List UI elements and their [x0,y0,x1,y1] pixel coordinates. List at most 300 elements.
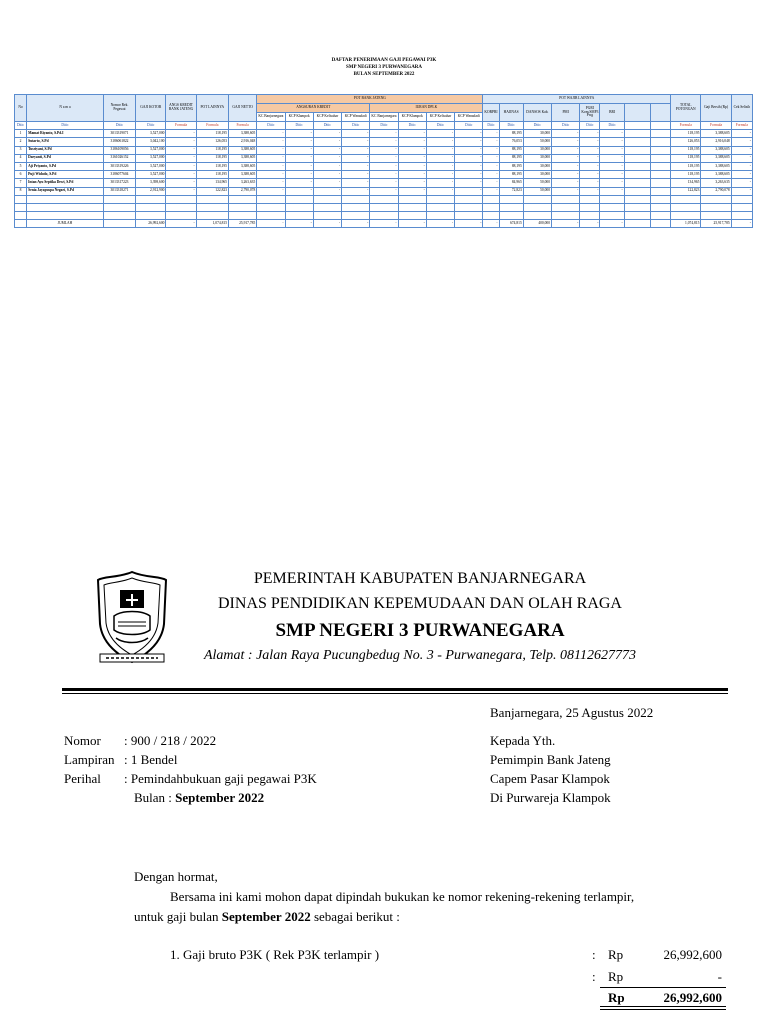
cell-hajinas: 76,053 [499,138,523,146]
table-row [15,154,753,162]
cell-angs: - [166,146,196,154]
cell-kotor: 3,527,000 [136,162,166,170]
cell-empty: - [285,138,313,146]
flag-cell: Formula [671,122,701,130]
cell-dansos: 30,000 [523,162,551,170]
cell-no: 3 [15,146,27,154]
cell-kotor: 3,527,000 [136,154,166,162]
cell-total: 118,195 [671,146,701,154]
cell-korpri: - [483,187,499,195]
nomor-value: : 900 / 218 / 2022 [124,733,217,748]
cell-empty [650,154,670,162]
cell-hajinas: 88,195 [499,162,523,170]
cell-empty: - [370,138,398,146]
sheet-title-2: SMP NEGERI 3 PURWANEGARA [345,65,423,70]
cell-empty [624,162,650,170]
cell-dansos: 50,000 [523,179,551,187]
cell-empty: - [552,187,580,195]
flag-cell: Ditic [580,122,600,130]
cell-empty: - [257,187,285,195]
cell-empty: - [285,162,313,170]
cell-empty: - [398,154,426,162]
cell-empty: - [313,179,341,187]
cell-empty: - [370,187,398,195]
cell-empty: - [580,179,600,187]
cell-empty [624,146,650,154]
flag-cell: Ditic [600,122,624,130]
flag-cell: Ditic [103,122,135,130]
item-2-value: - [717,969,722,984]
cell-hajinas: 72,823 [499,187,523,195]
col-total-potongan: TOTAL POTONGAN [671,95,701,122]
cell-no: 1 [15,130,27,138]
jumlah-total: 1,074,815 [671,220,701,228]
cell-lain: 118,195 [196,162,228,170]
cell-empty: - [455,179,483,187]
cell-nama: Mamat Riyanto, S.Pd.I [27,130,104,138]
cell-angs: - [166,162,196,170]
cell-kotor: 3,398,600 [136,179,166,187]
cell-total: 122,823 [671,187,701,195]
cell-empty: - [580,171,600,179]
nomor-label: Nomor [64,733,101,748]
cell-rek: 3186061822 [103,138,135,146]
col-korpri: KORPRI [483,104,499,122]
cell-empty [624,187,650,195]
cell-empty: - [285,179,313,187]
cell-bersih: 2,790,078 [701,187,731,195]
cell-empty: - [285,130,313,138]
cell-empty: - [313,146,341,154]
table-row [15,162,753,170]
cell-empty: - [600,130,624,138]
col-kc-banjarnegara-2: KC Banjarnegara [370,113,398,122]
cell-empty: - [455,171,483,179]
salam: Dengan hormat, [134,869,218,884]
col-blank-2 [650,104,670,122]
cell-empty: - [580,154,600,162]
item-1-value: 26,992,600 [663,947,722,962]
cell-lain: 134,965 [196,179,228,187]
jumlah-hajinas: 674,815 [499,220,523,228]
perihal-label: Perihal [64,771,101,786]
cell-empty: - [398,179,426,187]
cell-hajinas: 88,195 [499,171,523,179]
col-gaji-netto: GAJI NETTO [228,95,256,122]
cell-netto: 3,388,605 [228,162,256,170]
col-kcp-wanadadi-2: KCP Wanadadi [455,113,483,122]
cell-empty: - [552,138,580,146]
cell-lain: 118,195 [196,171,228,179]
cell-cek: - [731,162,752,170]
flag-cell: Ditic [27,122,104,130]
cell-empty: - [370,162,398,170]
cell-empty [624,154,650,162]
jumlah-angs: - [166,220,196,228]
cell-empty: - [285,171,313,179]
cell-korpri: - [483,130,499,138]
cell-empty: - [257,154,285,162]
cell-angs: - [166,154,196,162]
jumlah-netto: 25,917,785 [228,220,256,228]
letter-date: Banjarnegara, 25 Agustus 2022 [490,705,654,720]
cell-empty: - [552,179,580,187]
cell-empty: - [257,130,285,138]
cell-empty: - [600,138,624,146]
cell-kotor: 3,042,100 [136,138,166,146]
col-cek-selisih: Cek Selisih [731,95,752,122]
flag-cell: Formula [196,122,228,130]
cell-hajinas: 88,195 [499,154,523,162]
cell-empty: - [600,187,624,195]
cell-bersih: 3,388,605 [701,146,731,154]
body-line-1: Bersama ini kami mohon dapat dipindah bukukan ke nomor rekening-rekening terlampir, [170,889,635,904]
perihal-value: : Pemindahbukuan gaji pegawai P3K [124,771,317,786]
cell-total: 118,195 [671,162,701,170]
cell-no: 2 [15,138,27,146]
cell-empty: - [580,130,600,138]
cell-empty: - [398,130,426,138]
col-pot-wajib: POT WAJIB LAINNYA [483,95,671,104]
cell-total: 118,195 [671,171,701,179]
col-pot-bank-jateng: POT BANK JATENG [257,95,483,104]
cell-nama: Daryanti, S.Pd [27,154,104,162]
cell-netto: 3,388,605 [228,130,256,138]
cell-cek: - [731,187,752,195]
cell-lain: 118,195 [196,146,228,154]
bulan-line [134,790,264,806]
cell-no: 4 [15,154,27,162]
cell-empty [650,162,670,170]
item-1-label: 1. Gaji bruto P3K ( Rek P3K terlampir ) [170,947,380,962]
cell-netto: 2,790,078 [228,187,256,195]
cell-hajinas: 88,195 [499,130,523,138]
cell-empty: - [313,154,341,162]
cell-dansos: 30,000 [523,171,551,179]
cell-rek: 3161026152 [103,154,135,162]
cell-kotor: 3,527,000 [136,171,166,179]
flag-cell: Ditic [398,122,426,130]
cell-empty: - [600,171,624,179]
col-pmi: PMI [552,104,580,122]
cell-cek: - [731,171,752,179]
flag-cell: Formula [166,122,196,130]
cell-korpri: - [483,138,499,146]
cell-empty: - [342,162,370,170]
cell-netto: 3,388,605 [228,146,256,154]
flag-cell: Ditic [136,122,166,130]
cell-bersih: 3,388,605 [701,154,731,162]
cell-empty: - [257,162,285,170]
lampiran-value: : 1 Bendel [124,752,178,767]
cell-empty: - [342,146,370,154]
cell-empty: - [398,138,426,146]
cell-empty: - [257,171,285,179]
cell-rek: 3186109056 [103,146,135,154]
header-row-1 [15,95,753,104]
table-row [15,130,753,138]
cell-rek: 3013317223 [103,179,135,187]
cell-nama: Aji Priyanto, S.Pd [27,162,104,170]
total-rule-1 [600,1006,726,1007]
cell-empty: - [398,162,426,170]
col-dansos: DANSOS Kab. [523,104,551,122]
cell-empty [650,179,670,187]
col-no: No [15,95,27,122]
flag-cell: Ditic [342,122,370,130]
flag-cell: Ditic [426,122,454,130]
jumlah-dansos: 400,000 [523,220,551,228]
cell-empty: - [426,171,454,179]
cell-empty: - [257,179,285,187]
item-2-colon: : [592,969,596,984]
flag-cell: Ditic [370,122,398,130]
cell-nama: Senia Jayapuspa Negari, S.Pd [27,187,104,195]
blank-row [15,195,753,203]
table-row [15,171,753,179]
cell-dansos: 30,000 [523,146,551,154]
cell-empty: - [313,171,341,179]
kepada-line-1: Kepada Yth. [490,733,556,748]
cell-empty: - [370,179,398,187]
header-rule-thick [62,688,728,691]
cell-empty: - [342,130,370,138]
col-kcp-kelisahar-2: KCP Kelisahar [426,113,454,122]
cell-kotor: 3,527,000 [136,146,166,154]
col-nama: N a m a [27,95,104,122]
cell-bersih: 3,388,605 [701,171,731,179]
salary-table [14,94,753,228]
flag-cell: Formula [701,122,731,130]
cell-empty: - [342,179,370,187]
cell-no: 6 [15,171,27,179]
cell-bersih: 2,916,048 [701,138,731,146]
flag-cell: Ditic [499,122,523,130]
table-row [15,138,753,146]
flag-cell: Ditic [483,122,499,130]
cell-empty: - [580,162,600,170]
cell-dansos: 30,000 [523,130,551,138]
cell-empty: - [552,146,580,154]
kepada-line-3: Capem Pasar Klampok [490,771,610,786]
cell-empty: - [455,162,483,170]
flag-cell: Ditic [285,122,313,130]
col-gaji-kotor: GAJI KOTOR [136,95,166,122]
blank-row [15,212,753,220]
cell-no: 8 [15,187,27,195]
kop-alamat: Alamat : Jalan Raya Pucungbedug No. 3 - Purwanegara, Telp. 08112627773 [203,648,637,663]
col-bri: BRI [600,104,624,122]
jumlah-bersih: 25,917,785 [701,220,731,228]
cell-netto: 3,388,605 [228,171,256,179]
col-kc-banjarnegara: KC Banjarnegara [257,113,285,122]
cell-empty: - [257,138,285,146]
col-iuran-dplk: IURAN DPLK [370,104,483,113]
cell-empty: - [552,162,580,170]
cell-empty: - [580,146,600,154]
cell-empty: - [552,154,580,162]
table-body [15,130,753,196]
cell-empty: - [398,146,426,154]
item-1-rp: Rp [608,947,624,962]
cell-empty: - [580,138,600,146]
cell-netto: 2,916,048 [228,138,256,146]
body-month: September 2022 [221,909,311,924]
sheet-title-1: DAFTAR PENERIMAAN GAJI PEGAWAI P3K [331,58,437,63]
cell-korpri: - [483,171,499,179]
cell-empty: - [455,187,483,195]
cell-empty [650,171,670,179]
cell-empty [624,138,650,146]
cell-empty: - [313,162,341,170]
cell-lain: 118,195 [196,154,228,162]
cell-empty: - [398,171,426,179]
cell-dansos: 50,000 [523,187,551,195]
cell-angs: - [166,171,196,179]
cell-korpri: - [483,162,499,170]
cell-empty: - [313,130,341,138]
cell-bersih: 3,263,635 [701,179,731,187]
cell-empty: - [285,146,313,154]
cell-bersih: 3,388,605 [701,162,731,170]
cell-empty: - [426,130,454,138]
kop-school-name: SMP NEGERI 3 PURWANEGARA [275,620,565,641]
cell-empty: - [398,187,426,195]
item-1-colon: : [592,947,596,962]
cell-empty: - [600,179,624,187]
cell-rek: 3013319226 [103,162,135,170]
total-value: 26,992,600 [663,990,722,1005]
jumlah-label: JUMLAH [27,220,104,228]
total-rp: Rp [608,990,625,1005]
kepada-line-4: Di Purwareja Klampok [490,790,611,805]
cell-angs: - [166,179,196,187]
cell-dansos: 30,000 [523,154,551,162]
bulan-value: September 2022 [175,790,265,805]
cell-netto: 3,263,635 [228,179,256,187]
blank-row [15,203,753,211]
col-kcp-klampok-2: KCP Klampok [398,113,426,122]
cell-empty: - [285,154,313,162]
cell-hajinas: 84,965 [499,179,523,187]
cell-rek: 3013318271 [103,187,135,195]
cell-rek: 3186077604 [103,171,135,179]
flag-cell: Ditic [15,122,27,130]
cell-empty: - [580,187,600,195]
jumlah-cek: - [731,220,752,228]
cell-total: 118,195 [671,130,701,138]
kop-line-1: PEMERINTAH KABUPATEN BANJARNEGARA [253,570,587,587]
flag-cell: Ditic [552,122,580,130]
cell-empty [650,138,670,146]
cell-nama: Tusriyani, S.Pd [27,146,104,154]
cell-empty: - [370,171,398,179]
cell-angs: - [166,187,196,195]
cell-empty [624,130,650,138]
jumlah-kotor: 26,992,600 [136,220,166,228]
table-row [15,187,753,195]
cell-total: 134,965 [671,179,701,187]
cell-rek: 3013319071 [103,130,135,138]
kop-line-2: DINAS PENDIDIKAN KEPEMUDAAN DAN OLAH RAGA [218,595,622,612]
item-2-rp: Rp [608,969,624,984]
total-rule-2 [600,1009,726,1010]
cell-empty: - [285,187,313,195]
cell-empty: - [426,154,454,162]
cell-empty: - [342,187,370,195]
flag-cell: Formula [731,122,752,130]
cell-cek: - [731,130,752,138]
bulan-label: Bulan : [134,790,176,805]
cell-cek: - [731,146,752,154]
cell-empty: - [370,154,398,162]
cell-nama: Intan Ayu Septika Dewi, S.Pd [27,179,104,187]
cell-empty: - [370,130,398,138]
col-angs-kredit: ANGS KREDIT BANK JATENG [166,95,196,122]
cell-no: 7 [15,179,27,187]
cell-empty [624,179,650,187]
flag-cell: Ditic [313,122,341,130]
cell-angs: - [166,138,196,146]
cell-empty: - [552,130,580,138]
col-gaji-bersih: Gaji Bersih (Rp) [701,95,731,122]
cell-empty: - [455,138,483,146]
flag-cell: Ditic [455,122,483,130]
col-kcp-wanadadi: KCP Wanadadi [342,113,370,122]
lampiran-label: Lampiran [64,752,115,767]
cell-empty: - [313,187,341,195]
cell-lain: 126,053 [196,138,228,146]
banjarnegara-emblem-icon [96,570,168,666]
cell-bersih: 3,388,605 [701,130,731,138]
jumlah-lain: 1,074,815 [196,220,228,228]
flag-cell: Ditic [257,122,285,130]
col-nomor-rek: Nomor Rek. Pegawai [103,95,135,122]
cell-empty: - [370,146,398,154]
cell-kotor: 2,912,900 [136,187,166,195]
cell-empty [650,146,670,154]
cell-dansos: 50,000 [523,138,551,146]
cell-cek: - [731,179,752,187]
cell-total: 126,053 [671,138,701,146]
cell-cek: - [731,138,752,146]
jumlah-row: JUMLAH 26,992,600 - 1,074,815 25,917,785 - - - - - - - - - 674,815 400,000 - - - 1,074,815 25,917,785 - [15,220,753,228]
cell-no: 5 [15,162,27,170]
cell-kotor: 3,527,000 [136,130,166,138]
cell-empty: - [426,162,454,170]
cell-lain: 122,823 [196,187,228,195]
cell-korpri: - [483,154,499,162]
cell-empty: - [342,171,370,179]
cell-empty: - [455,154,483,162]
cell-empty [650,130,670,138]
flag-cell: Ditic [523,122,551,130]
cell-nama: Sutarto, S.Pd [27,138,104,146]
col-blank-1 [624,104,650,122]
cell-empty: - [426,179,454,187]
cell-cek: - [731,154,752,162]
ditic-formula-row [15,122,753,130]
cell-netto: 3,388,605 [228,154,256,162]
kepada-line-2: Pemimpin Bank Jateng [490,752,611,767]
sum-rule [600,987,726,988]
col-hajinas: HAJINAS [499,104,523,122]
cell-empty: - [600,154,624,162]
table-row [15,179,753,187]
col-kcp-kelisahar: KCP Kelisahar [313,113,341,122]
cell-empty [650,187,670,195]
cell-hajinas: 88,195 [499,146,523,154]
